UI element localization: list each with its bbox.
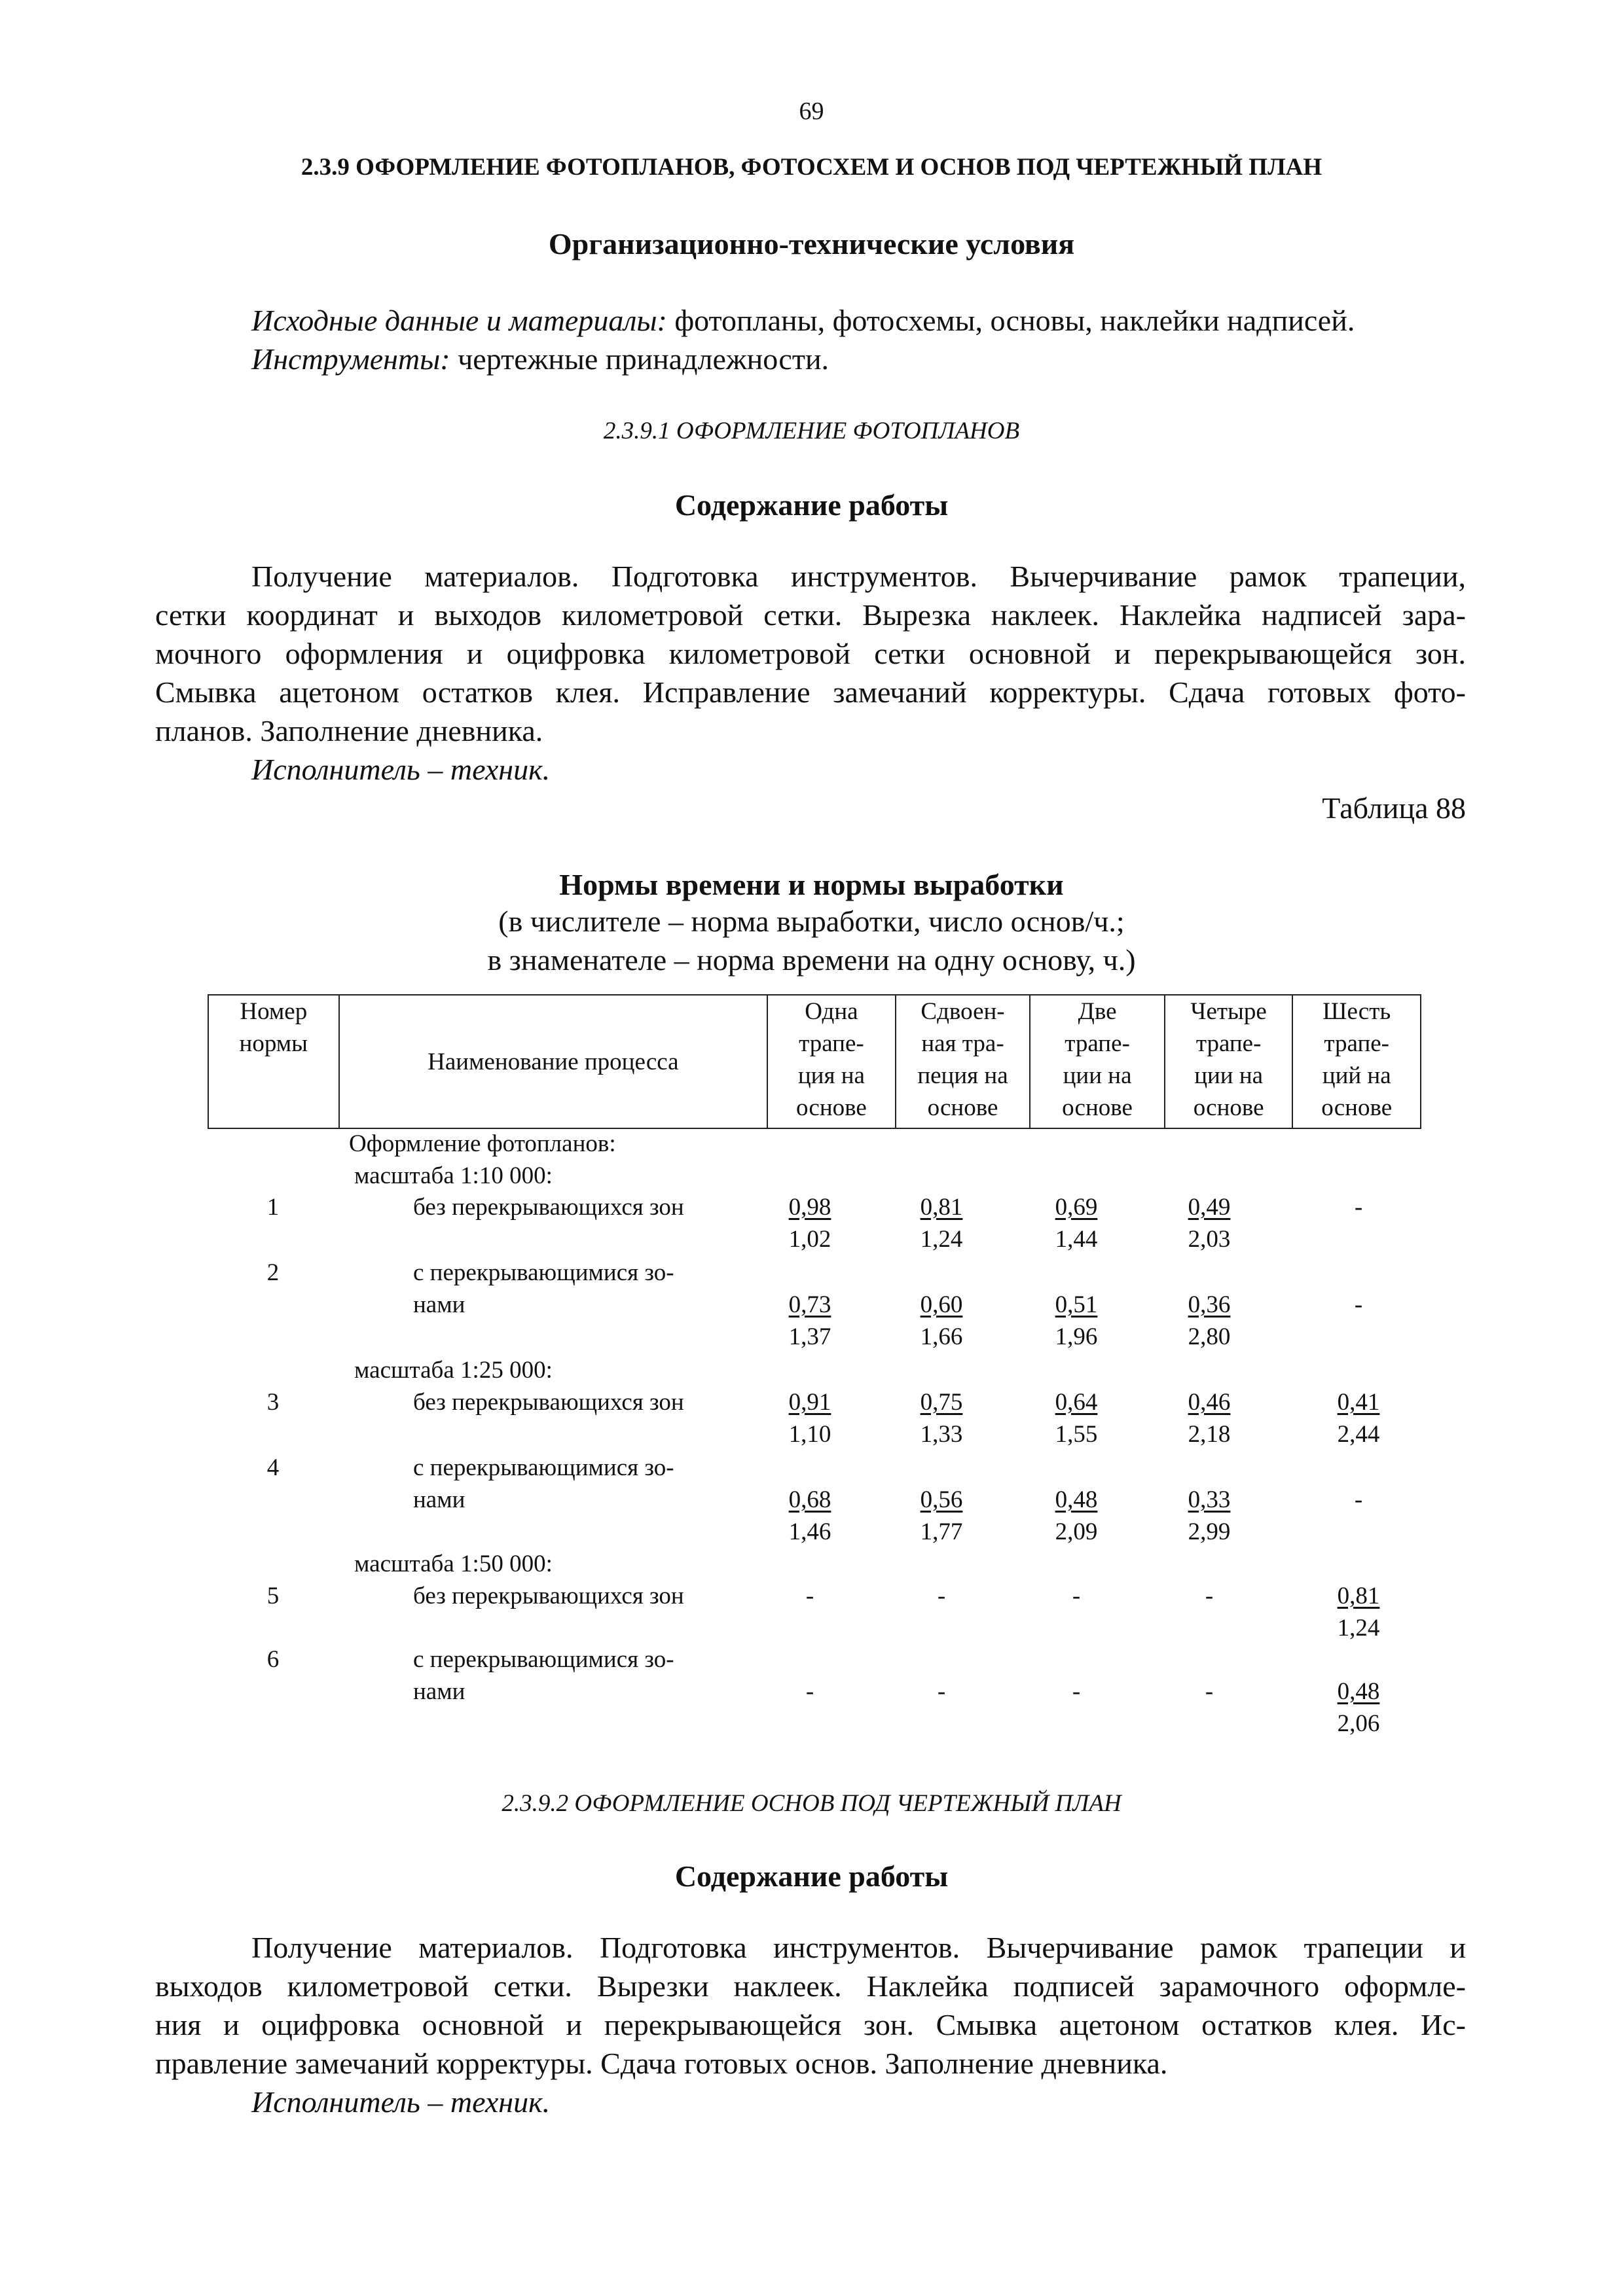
table-cell-numerator: 0,75 [920,1389,963,1416]
org-heading: Организационно-технические условия [548,227,1075,260]
table-row-name: с перекрывающимися зо- [413,1454,674,1481]
table-cell-numerator: 0,81 [920,1194,963,1221]
para2-line: Получение материалов. Подготовка инструментов. Вычерчивание рамок трапеции и [251,1931,1466,1964]
para1-line: Получение материалов. Подготовка инструментов. Вычерчивание рамок трапеции, [251,560,1466,593]
header-col-line: ция на [797,1062,865,1089]
table-cell-denominator: 2,09 [1055,1518,1098,1545]
source-line [251,303,1355,338]
content-heading-1: Содержание работы [674,488,949,522]
header-col-line: трапе- [1324,1030,1390,1057]
table-cell-denominator: 2,18 [1188,1421,1231,1448]
table-row-name: с перекрывающимися зо- [413,1259,674,1286]
header-col-line: основе [796,1094,867,1121]
table-cell-numerator: - [1072,1678,1081,1705]
table-cell-numerator: - [1354,1291,1363,1318]
table-cell-numerator: 0,48 [1337,1678,1380,1705]
header-col-4 [1165,996,1294,1128]
header-col-line: Две [1078,998,1117,1025]
header-col-line: пеция на [917,1062,1008,1089]
table-row-name: нами [413,1486,465,1513]
table-scale-label: масштаба 1:50 000: [354,1551,553,1577]
para2-line: выходов километровой сетки. Вырезки наклеек. Наклейка подписей зарамочного оформле- [155,1969,1466,2003]
table-row-number: 3 [266,1389,280,1416]
table-cell-denominator: 1,33 [920,1421,963,1448]
table-row-name: без перекрывающихся зон [413,1583,684,1609]
table-cell-numerator: 0,56 [920,1486,963,1513]
table-cell-numerator: 0,81 [1337,1583,1380,1609]
tools-label: Инструменты: [251,342,450,376]
table-cell-numerator: 0,49 [1188,1194,1231,1221]
header-col-line: трапе- [799,1030,864,1057]
table-cell-numerator: - [1354,1486,1363,1513]
table-cell-denominator: 2,80 [1188,1323,1231,1350]
table-scale-label: масштаба 1:25 000: [354,1357,553,1384]
header-col-2 [896,996,1031,1128]
header-col-line: основе [1321,1094,1393,1121]
table-cell-numerator: 0,64 [1055,1389,1098,1416]
header-col-line: ная тра- [921,1030,1004,1057]
table-cell-numerator: - [937,1678,946,1705]
tools-line [251,342,829,376]
table-row-name: без перекрывающихся зон [413,1194,684,1221]
table-cell-denominator: 1,02 [788,1226,831,1253]
table-cell-numerator: 0,51 [1055,1291,1098,1318]
table-cell-numerator: 0,33 [1188,1486,1231,1513]
table-cell-numerator: 0,91 [788,1389,831,1416]
table-cell-numerator: - [937,1583,946,1609]
table-row-number: 6 [266,1646,280,1673]
para1-line: Смывка ацетоном остатков клея. Исправление замечаний корректуры. Сдача готовых фото- [155,675,1466,709]
header-col-line: основе [927,1094,998,1121]
table-cell-numerator: - [1072,1583,1081,1609]
source-label: Исходные данные и материалы: [251,304,667,337]
table-cell-denominator: 1,44 [1055,1226,1098,1253]
table-cell-numerator: 0,48 [1055,1486,1098,1513]
table-cell-numerator: 0,73 [788,1291,831,1318]
table-cell-denominator: 1,24 [920,1226,963,1253]
table-cell-numerator: 0,69 [1055,1194,1098,1221]
table-row-name: без перекрывающихся зон [413,1389,684,1416]
table-cell-denominator: 2,99 [1188,1518,1231,1545]
table-cell-numerator: - [805,1583,814,1609]
header-col-line: Шесть [1322,998,1391,1025]
table-header [208,994,1421,1129]
header-col-line: Четыре [1190,998,1267,1025]
tools-text: чертежные принадлежности. [450,342,830,376]
header-col-line: основе [1193,1094,1264,1121]
table-note-1: (в числителе – норма выработки, число основ/ч.; [498,905,1125,938]
para1-line: мочного оформления и оцифровка километровой сетки основной и перекрывающейся зон. [155,637,1466,670]
table-cell-numerator: 0,46 [1188,1389,1231,1416]
table-row-number: 2 [266,1259,280,1286]
header-col-line: Одна [805,998,858,1025]
table-cell-numerator: 0,98 [788,1194,831,1221]
header-num [209,996,340,1128]
table-cell-numerator: - [1205,1583,1214,1609]
table-cell-denominator: 1,24 [1337,1615,1380,1641]
table-cell-numerator: 0,36 [1188,1291,1231,1318]
subsection-title-2: 2.3.9.2 ОФОРМЛЕНИЕ ОСНОВ ПОД ЧЕРТЕЖНЫЙ ПЛАН [501,1790,1122,1817]
table-scale-label: масштаба 1:10 000: [354,1162,553,1189]
table-row-name: с перекрывающимися зо- [413,1646,674,1673]
table-cell-denominator: 1,96 [1055,1323,1098,1350]
table-cell-numerator: 0,60 [920,1291,963,1318]
header-col-line: Сдвоен- [921,998,1005,1025]
table-cell-denominator: 1,37 [788,1323,831,1350]
header-col-1 [768,996,896,1128]
subsection-title-1: 2.3.9.1 ОФОРМЛЕНИЕ ФОТОПЛАНОВ [603,418,1020,444]
table-group-title: Оформление фотопланов: [349,1130,616,1157]
table-label: Таблица 88 [1322,791,1466,825]
header-col-line: трапе- [1065,1030,1130,1057]
table-title: Нормы времени и нормы выработки [559,868,1064,901]
table-cell-denominator: 1,77 [920,1518,963,1545]
executor-2: Исполнитель – техник. [251,2085,551,2119]
para1-line: планов. Заполнение дневника. [155,714,543,747]
header-col-line: ций на [1322,1062,1391,1089]
table-cell-denominator: 2,44 [1337,1421,1380,1448]
content-heading-2: Содержание работы [674,1859,949,1893]
table-cell-numerator: - [1205,1678,1214,1705]
para1-line: сетки координат и выходов километровой сетки. Вырезка наклеек. Наклейка надписей зара- [155,598,1466,632]
para2-line: ния и оцифровка основной и перекрывающейся зон. Смывка ацетоном остатков клея. Ис- [155,2008,1466,2041]
para2-line: правление замечаний корректуры. Сдача готовых основ. Заполнение дневника. [155,2047,1168,2080]
table-row-number: 4 [266,1454,280,1481]
table-cell-denominator: 1,66 [920,1323,963,1350]
table-cell-numerator: - [1354,1194,1363,1221]
table-note-2: в знаменателе – норма времени на одну основу, ч.) [487,943,1136,977]
table-row-name: нами [413,1678,465,1705]
executor-1: Исполнитель – техник. [251,753,551,786]
table-cell-numerator: 0,68 [788,1486,831,1513]
header-col-line: трапе- [1195,1030,1262,1057]
header-name: Наименование процесса [340,996,769,1128]
table-row-number: 1 [266,1194,280,1221]
table-cell-denominator: 2,03 [1188,1226,1231,1253]
header-num-line: Номер [240,998,308,1025]
header-col-5 [1293,996,1420,1128]
header-col-line: ции на [1194,1062,1264,1089]
table-cell-denominator: 1,10 [788,1421,831,1448]
table-row-number: 5 [266,1583,280,1609]
table-row-name: нами [413,1291,465,1318]
source-text: фотопланы, фотосхемы, основы, наклейки надписей. [666,304,1355,337]
table-cell-denominator: 1,55 [1055,1421,1098,1448]
header-col-line: ции на [1063,1062,1132,1089]
header-col-line: основе [1062,1094,1133,1121]
page-number: 69 [799,98,824,125]
table-cell-denominator: 1,46 [788,1518,831,1545]
table-cell-denominator: 2,06 [1337,1710,1380,1737]
header-col-3 [1030,996,1165,1128]
header-num-line: нормы [239,1030,308,1057]
table-cell-numerator: - [805,1678,814,1705]
table-cell-numerator: 0,41 [1337,1389,1380,1416]
section-heading: 2.3.9 ОФОРМЛЕНИЕ ФОТОПЛАНОВ, ФОТОСХЕМ И ОСНОВ ПОД ЧЕРТЕЖНЫЙ ПЛАН [301,154,1322,181]
